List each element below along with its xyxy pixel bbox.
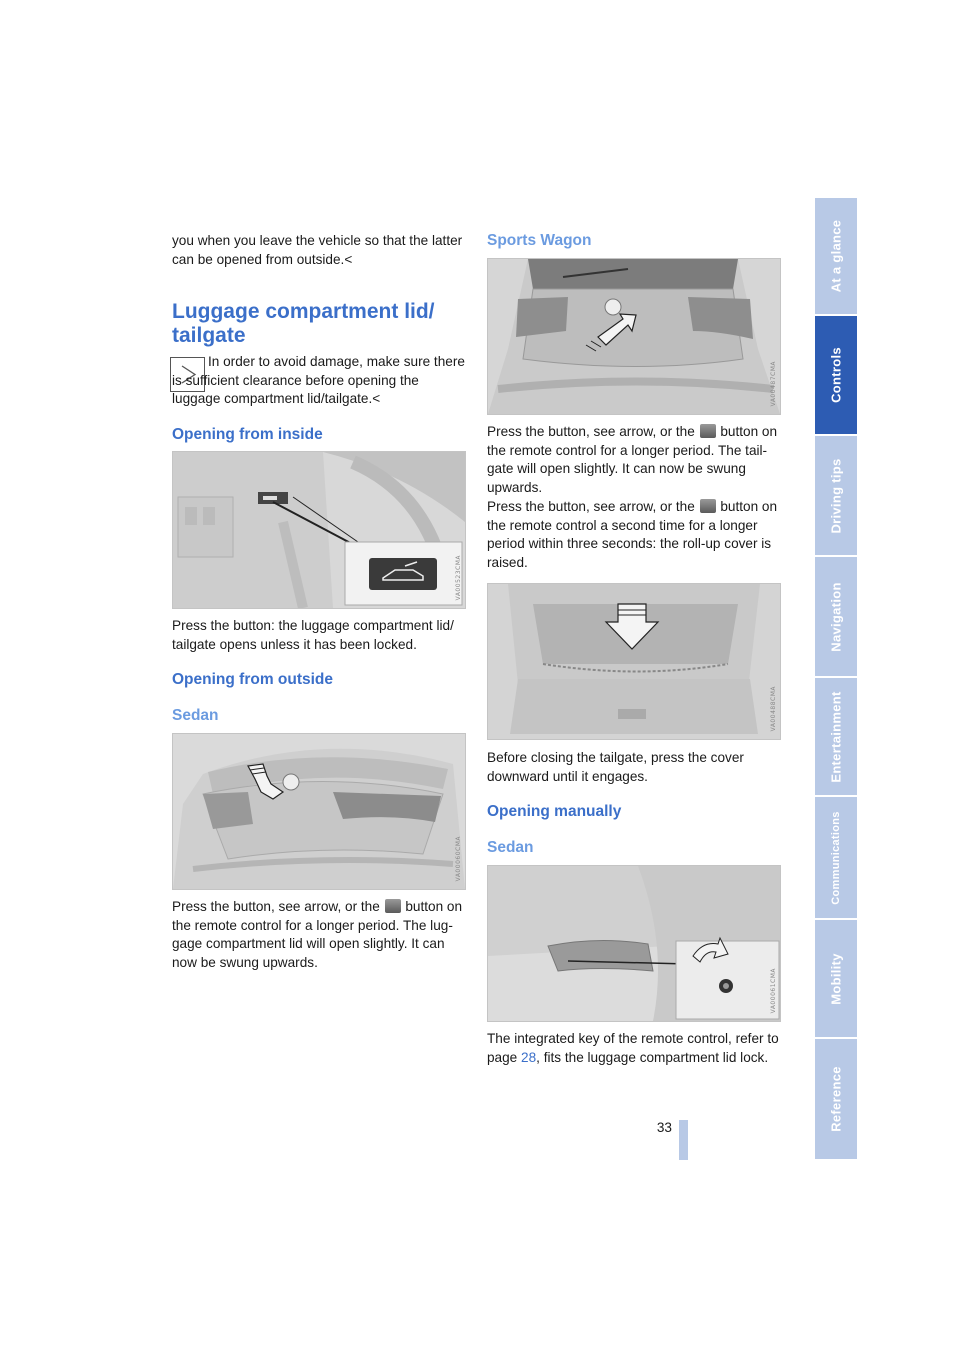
intro-text: you when you leave the vehicle so that the latter can be opened from outside.<	[172, 233, 463, 267]
wagon-text-1: Press the button, see arrow, or the button on the remote control for a longer period. The tail- gate will open slightly. It can now be swung upwards.	[487, 424, 778, 495]
page-number: 33	[656, 1120, 672, 1135]
figure-code: VA00487CMA	[770, 360, 777, 406]
figure-rollup-cover	[487, 583, 781, 740]
heading-sedan: Sedan	[172, 707, 219, 724]
heading-sports-wagon: Sports Wagon	[487, 232, 592, 249]
tab-at-a-glance[interactable]: At a glance	[815, 198, 857, 314]
tab-entertainment[interactable]: Entertainment	[815, 678, 857, 795]
page-marker-bar	[679, 1120, 688, 1160]
figure-code: VA00523CMA	[455, 554, 462, 600]
tab-controls[interactable]: Controls	[815, 316, 857, 434]
heading-opening-outside: Opening from outside	[172, 671, 334, 688]
tab-navigation[interactable]: Navigation	[815, 557, 857, 676]
figure-code: VA00488CMA	[770, 685, 777, 731]
figure-sedan-trunk	[172, 733, 466, 890]
tab-driving-tips[interactable]: Driving tips	[815, 436, 857, 555]
page-link[interactable]: 28	[521, 1049, 537, 1065]
tab-mobility[interactable]: Mobility	[815, 920, 857, 1037]
figure-manual-lock	[487, 865, 781, 1022]
section-title: Luggage compartment lid/ tailgate	[172, 300, 435, 347]
trunk-key-icon	[385, 899, 401, 913]
heading-opening-manually: Opening manually	[487, 803, 622, 820]
heading-opening-inside: Opening from inside	[172, 426, 323, 443]
manual-text: The integrated key of the remote control, refer to page 28, fits the luggage compartment lid lock.	[487, 1031, 779, 1065]
tab-communications[interactable]: Communications	[815, 797, 857, 918]
inside-text: Press the button: the luggage compartment lid/ tailgate opens unless it has been locked.	[172, 618, 454, 652]
sedan-text: Press the button, see arrow, or the button on the remote control for a longer period. The lug- gage compartment lid will open slightly. It can now be swung upwards.	[172, 899, 463, 970]
figure-code: VA00061CMA	[770, 967, 777, 1013]
note-text: In order to avoid damage, make sure there is sufficient clearance before opening the luggage compartment lid/tailgate.<	[172, 354, 465, 407]
trunk-key-icon	[700, 424, 716, 438]
cover-text: Before closing the tailgate, press the cover downward until it engages.	[487, 750, 744, 784]
heading-manual-sedan: Sedan	[487, 839, 534, 856]
figure-wagon-tailgate	[487, 258, 781, 415]
figure-inside-button	[172, 451, 466, 609]
tab-reference[interactable]: Reference	[815, 1039, 857, 1159]
wagon-text-2: Press the button, see arrow, or the button on the remote control a second time for a longer period within three seconds: the roll-up cover is raised.	[487, 499, 778, 570]
trunk-key-icon	[700, 499, 716, 513]
figure-code: VA00060CMA	[455, 835, 462, 881]
